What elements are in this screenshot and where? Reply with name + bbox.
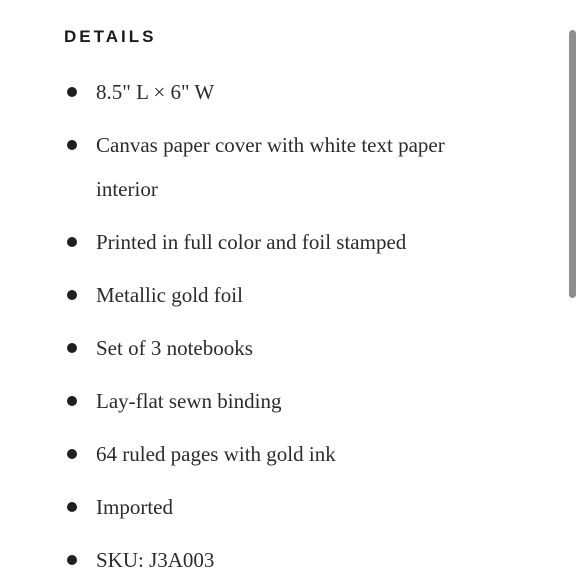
details-list [0,70,540,580]
list-item-text: Set of 3 notebooks [96,336,253,360]
list-item-text: Metallic gold foil [96,283,243,307]
list-item-text: 64 ruled pages with gold ink [96,442,336,466]
list-item-text: Lay-flat sewn binding [96,389,282,413]
list-item [0,538,540,580]
list-item [0,326,540,370]
details-heading: DETAILS [64,27,157,46]
scrollbar-track[interactable] [569,30,576,298]
list-item [0,70,540,114]
list-item [0,379,540,423]
list-item [0,485,540,529]
list-item [0,432,540,476]
list-item [0,123,540,211]
list-item-text: 8.5" L × 6" W [96,80,215,104]
list-item-text: SKU: J3A003 [96,548,215,572]
list-item-text: Printed in full color and foil stamped [96,230,407,254]
list-item [0,220,540,264]
list-item [0,273,540,317]
scrollbar-thumb[interactable] [569,30,576,298]
list-item-text: Canvas paper cover with white text paper interior [96,133,445,201]
list-item-text: Imported [96,495,173,519]
